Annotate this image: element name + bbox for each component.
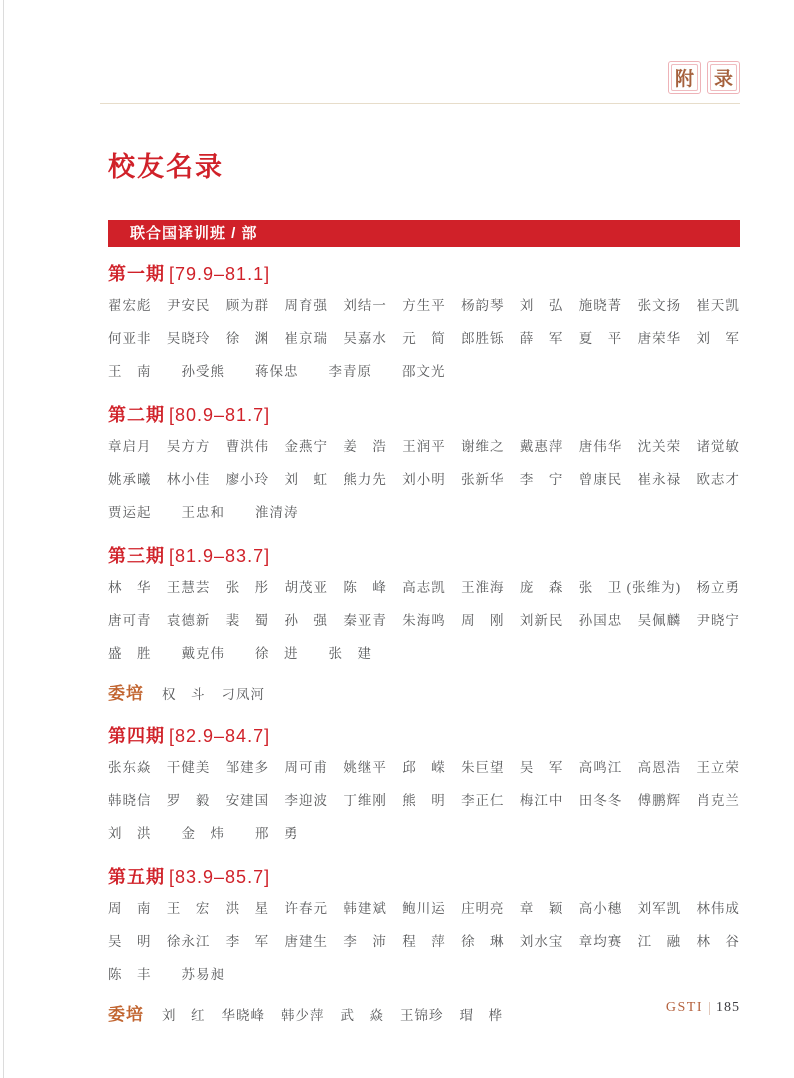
- alumnus-name: 刘 虹: [284, 472, 329, 487]
- alumnus-name: 金燕宁: [284, 439, 329, 454]
- alumnus-name: 鲍川运: [402, 901, 446, 916]
- main-content: [108, 150, 740, 1030]
- alumnus-name: 杨立勇: [696, 580, 740, 595]
- section-3: [108, 543, 740, 709]
- section-heading-range: [83.9–85.7]: [169, 867, 271, 887]
- alumnus-name: 盛 胜: [108, 646, 152, 661]
- alumnus-name: 吴嘉水: [343, 331, 387, 346]
- weipei-name: 瑁 桦: [459, 1008, 503, 1023]
- alumnus-name: 周 刚: [461, 613, 505, 628]
- weipei-name: 华晓峰: [221, 1008, 265, 1023]
- section-banner: 联合国译训班 / 部: [108, 220, 740, 247]
- alumnus-name: 谢维之: [461, 439, 505, 454]
- name-row: [108, 430, 740, 463]
- alumnus-name: 曹洪伟: [225, 439, 270, 454]
- alumnus-name: 姜 浩: [343, 439, 387, 454]
- alumnus-name: 唐可青: [108, 613, 152, 628]
- name-row: [108, 784, 740, 817]
- alumnus-name: 李 军: [225, 934, 270, 949]
- alumnus-name: 林 华: [108, 580, 152, 595]
- section-heading-name: 第三期: [108, 546, 165, 566]
- weipei-name: 韩少萍: [281, 1008, 325, 1023]
- alumnus-name: 肖克兰: [696, 793, 740, 808]
- alumnus-name: 刘小明: [402, 472, 446, 487]
- alumnus-name: 王忠和: [181, 505, 225, 520]
- section-heading-name: 第二期: [108, 405, 165, 425]
- alumnus-name: 张 彤: [225, 580, 270, 595]
- alumnus-name: 王立荣: [696, 760, 740, 775]
- alumnus-name: 张新华: [461, 472, 505, 487]
- weipei-line: [108, 680, 740, 709]
- alumnus-name: 陈 峰: [343, 580, 387, 595]
- alumnus-name: 周育强: [284, 298, 329, 313]
- alumnus-name: 邵文光: [402, 364, 446, 379]
- alumnus-name: 蒋保忠: [255, 364, 299, 379]
- alumnus-name: 王 南: [108, 364, 152, 379]
- alumnus-name: 张 建: [328, 646, 372, 661]
- alumnus-name: 袁德新: [166, 613, 211, 628]
- alumnus-name: 王润平: [402, 439, 446, 454]
- alumnus-name: 章均赛: [578, 934, 623, 949]
- name-row: [108, 637, 740, 670]
- alumnus-name: 邱 嵘: [402, 760, 446, 775]
- section-2: [108, 402, 740, 529]
- alumnus-name: 唐建生: [284, 934, 329, 949]
- alumnus-name: 许春元: [284, 901, 329, 916]
- alumnus-name: 章 颖: [519, 901, 564, 916]
- weipei-name: 刁凤河: [221, 687, 265, 702]
- footer-page-number: 185: [716, 1000, 740, 1015]
- alumnus-name: 孙国忠: [578, 613, 623, 628]
- alumnus-name: 洪 星: [225, 901, 270, 916]
- alumnus-name: 徐 渊: [225, 331, 270, 346]
- alumnus-name: 刘 弘: [519, 298, 564, 313]
- section-heading: [108, 864, 740, 890]
- weipei-name: 武 焱: [340, 1008, 384, 1023]
- alumnus-name: 吴方方: [166, 439, 211, 454]
- alumnus-name: 贾运起: [108, 505, 152, 520]
- alumnus-name: 陈 丰: [108, 967, 152, 982]
- alumnus-name: 方生平: [402, 298, 446, 313]
- alumnus-name: 李 宁: [519, 472, 564, 487]
- name-row: [108, 571, 740, 604]
- alumnus-name: 淮清涛: [255, 505, 299, 520]
- name-rows: [108, 289, 740, 388]
- section-heading-name: 第四期: [108, 726, 165, 746]
- alumnus-name: 高志凯: [402, 580, 446, 595]
- name-rows: [108, 571, 740, 670]
- alumnus-name: 傅鹏辉: [637, 793, 682, 808]
- alumnus-name: 邢 勇: [255, 826, 299, 841]
- alumnus-name: 江 融: [637, 934, 682, 949]
- name-row: [108, 958, 740, 991]
- name-rows: [108, 751, 740, 850]
- alumnus-name: 元 简: [402, 331, 446, 346]
- header-rule: [100, 103, 740, 104]
- alumnus-name: 施晓菁: [578, 298, 623, 313]
- weipei-names: [162, 681, 265, 709]
- alumnus-name: 罗 毅: [166, 793, 211, 808]
- alumnus-name: 崔天凯: [696, 298, 740, 313]
- alumnus-name: 庞 森: [519, 580, 564, 595]
- sections: [108, 261, 740, 1030]
- alumnus-name: 尹安民: [166, 298, 211, 313]
- name-row: [108, 463, 740, 496]
- section-heading-name: 第一期: [108, 264, 165, 284]
- alumnus-name: 高小穗: [578, 901, 623, 916]
- alumnus-name: 沈关荣: [637, 439, 682, 454]
- alumnus-name: 韩建斌: [343, 901, 387, 916]
- alumnus-name: 王 宏: [166, 901, 211, 916]
- weipei-name: 王锦珍: [400, 1008, 444, 1023]
- alumnus-name: 朱海鸣: [402, 613, 446, 628]
- seal-box-fu: [668, 61, 701, 94]
- alumnus-name: 尹晓宁: [696, 613, 740, 628]
- section-5: [108, 864, 740, 1030]
- section-heading: [108, 723, 740, 749]
- section-heading-range: [79.9–81.1]: [169, 264, 271, 284]
- alumnus-name: 王慧芸: [166, 580, 211, 595]
- alumnus-name: 朱巨望: [461, 760, 505, 775]
- alumnus-name: 熊力先: [343, 472, 387, 487]
- alumnus-name: 梅江中: [519, 793, 564, 808]
- section-heading: [108, 402, 740, 428]
- alumnus-name: 薛 军: [519, 331, 564, 346]
- weipei-line: [108, 1001, 740, 1030]
- alumnus-name: 顾为群: [225, 298, 270, 313]
- weipei-label: 委培: [108, 684, 144, 703]
- alumnus-name: 韩晓信: [108, 793, 152, 808]
- alumnus-name: 崔京瑞: [284, 331, 329, 346]
- alumnus-name: 庄明亮: [461, 901, 505, 916]
- alumnus-name: 林伟成: [696, 901, 740, 916]
- alumnus-name: 刘水宝: [519, 934, 564, 949]
- alumnus-name: 苏易昶: [181, 967, 225, 982]
- alumnus-name: 廖小玲: [225, 472, 270, 487]
- alumnus-name: 熊 明: [402, 793, 446, 808]
- alumnus-name: 裴 蜀: [225, 613, 270, 628]
- weipei-name: 刘 红: [162, 1008, 206, 1023]
- alumnus-name: 金 炜: [181, 826, 225, 841]
- name-row: [108, 925, 740, 958]
- alumnus-name: 孙受熊: [181, 364, 225, 379]
- alumnus-name: 李迎波: [284, 793, 329, 808]
- alumnus-name: 姚承曦: [108, 472, 152, 487]
- alumnus-name: 徐 进: [255, 646, 299, 661]
- alumnus-name: 秦亚青: [343, 613, 387, 628]
- alumnus-name: 欧志才: [696, 472, 740, 487]
- section-heading-range: [82.9–84.7]: [169, 726, 271, 746]
- alumnus-name: 胡茂亚: [284, 580, 329, 595]
- name-rows: [108, 892, 740, 991]
- seal-box-lu: [707, 61, 740, 94]
- alumnus-name: 曾康民: [578, 472, 623, 487]
- alumnus-name: 干健美: [166, 760, 211, 775]
- alumnus-name: 刘 军: [696, 331, 740, 346]
- alumnus-name: 何亚非: [108, 331, 152, 346]
- weipei-label: 委培: [108, 1005, 144, 1024]
- alumnus-name: 吴 军: [519, 760, 564, 775]
- alumnus-name: 张东焱: [108, 760, 152, 775]
- alumnus-name: 郎胜铄: [461, 331, 505, 346]
- alumnus-name: 李 沛: [343, 934, 387, 949]
- section-heading-range: [80.9–81.7]: [169, 405, 271, 425]
- section-heading: [108, 543, 740, 569]
- alumnus-name: 王淮海: [461, 580, 505, 595]
- weipei-name: 权 斗: [162, 687, 206, 702]
- alumnus-name: 姚继平: [343, 760, 387, 775]
- name-row: [108, 751, 740, 784]
- alumnus-name: 程 萍: [402, 934, 446, 949]
- alumnus-name: 徐永江: [166, 934, 211, 949]
- alumnus-name: 吴 明: [108, 934, 152, 949]
- alumnus-name: 孙 强: [284, 613, 329, 628]
- name-row: [108, 817, 740, 850]
- footer-divider: [709, 1002, 710, 1015]
- alumnus-name: 崔永禄: [637, 472, 682, 487]
- section-heading: [108, 261, 740, 287]
- alumnus-name: 徐 琳: [461, 934, 505, 949]
- alumnus-name: 周 南: [108, 901, 152, 916]
- alumnus-name: 林 谷: [696, 934, 740, 949]
- alumnus-name: 刘军凯: [637, 901, 682, 916]
- section-heading-name: 第五期: [108, 867, 165, 887]
- name-rows: [108, 430, 740, 529]
- seal-char-lu: 录: [710, 64, 737, 91]
- alumnus-name: 林小佳: [166, 472, 211, 487]
- alumnus-name: 刘 洪: [108, 826, 152, 841]
- page-title: 校友名录: [108, 152, 224, 182]
- weipei-names: [162, 1002, 503, 1030]
- page-edge-line: [3, 0, 4, 1078]
- alumnus-name: 刘结一: [343, 298, 387, 313]
- alumnus-name: 丁维刚: [343, 793, 387, 808]
- alumnus-name: 周可甫: [284, 760, 329, 775]
- alumnus-name: 张文扬: [637, 298, 682, 313]
- name-row: [108, 496, 740, 529]
- alumnus-name: 邹建多: [225, 760, 270, 775]
- alumnus-name: 戴惠萍: [519, 439, 564, 454]
- alumnus-name: 李正仁: [461, 793, 505, 808]
- alumnus-name: 高恩浩: [637, 760, 682, 775]
- footer-brand: GSTI: [665, 1000, 703, 1015]
- alumnus-name: 杨韵琴: [461, 298, 505, 313]
- alumnus-name: 刘新民: [519, 613, 564, 628]
- alumnus-name: 章启月: [108, 439, 152, 454]
- section-4: [108, 723, 740, 850]
- alumnus-name: 吴佩麟: [637, 613, 682, 628]
- section-heading-range: [81.9–83.7]: [169, 546, 271, 566]
- alumnus-name: 翟宏彪: [108, 298, 152, 313]
- alumnus-name: 戴克伟: [181, 646, 225, 661]
- alumnus-name: 诸觉敏: [696, 439, 740, 454]
- name-row: [108, 289, 740, 322]
- alumnus-name: 夏 平: [578, 331, 623, 346]
- seal-char-fu: 附: [671, 64, 698, 91]
- name-row: [108, 355, 740, 388]
- alumnus-name: 田冬冬: [578, 793, 623, 808]
- alumnus-name: 李青原: [328, 364, 372, 379]
- name-row: [108, 892, 740, 925]
- alumnus-name: 唐荣华: [637, 331, 682, 346]
- section-1: [108, 261, 740, 388]
- name-row: [108, 322, 740, 355]
- alumnus-name: 高鸣江: [578, 760, 623, 775]
- appendix-corner-tags: [668, 61, 740, 94]
- page-footer: [666, 1000, 740, 1016]
- name-row: [108, 604, 740, 637]
- alumnus-name: 安建国: [225, 793, 270, 808]
- alumnus-name: 吴晓玲: [166, 331, 211, 346]
- alumnus-name: 唐伟华: [578, 439, 623, 454]
- alumnus-name: 张 卫 (张维为): [578, 580, 682, 595]
